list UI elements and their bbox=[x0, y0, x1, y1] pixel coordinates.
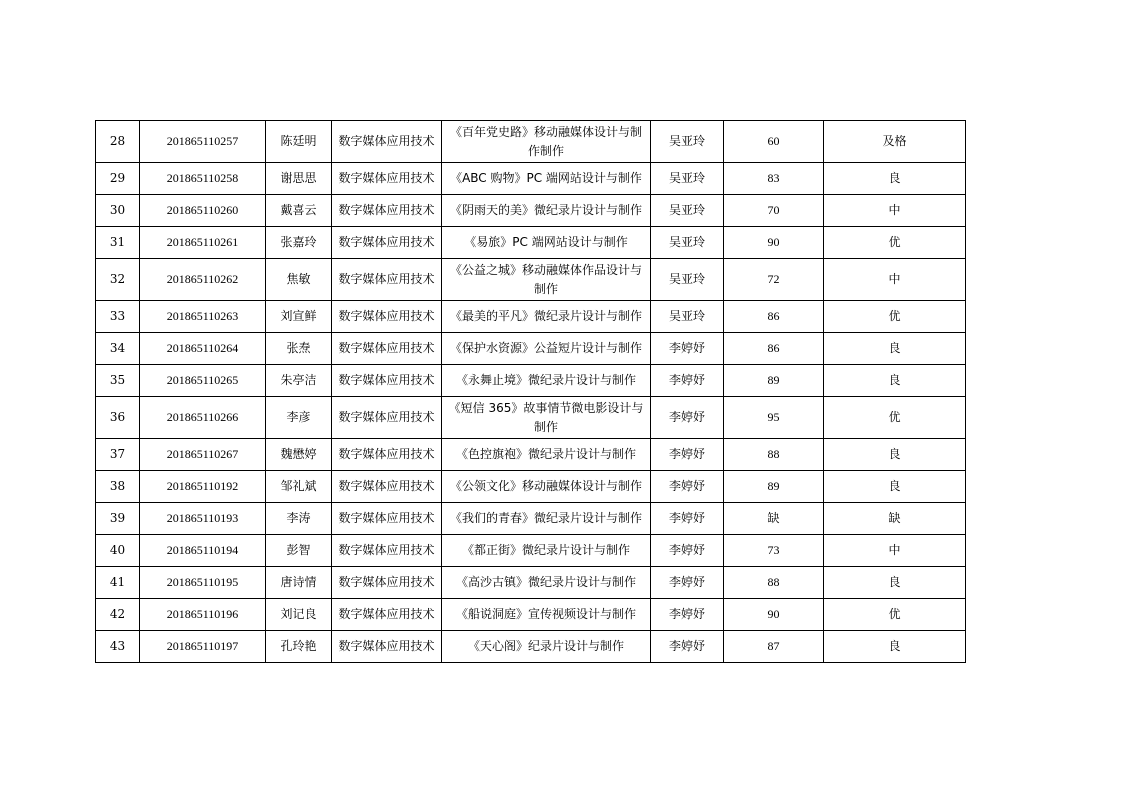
student-name-cell: 谢思思 bbox=[266, 163, 332, 195]
table-row bbox=[96, 195, 966, 227]
row-number-cell: 33 bbox=[96, 301, 140, 333]
score-cell: 89 bbox=[724, 471, 824, 503]
advisor-cell: 吴亚玲 bbox=[651, 195, 724, 227]
table-row bbox=[96, 503, 966, 535]
grade-level-cell: 中 bbox=[824, 259, 966, 301]
advisor-cell: 李婷妤 bbox=[651, 535, 724, 567]
project-topic-cell: 《短信 365》故事情节微电影设计与制作 bbox=[442, 397, 651, 439]
student-id-cell: 201865110193 bbox=[140, 503, 266, 535]
grade-level-cell: 缺 bbox=[824, 503, 966, 535]
row-number-cell: 35 bbox=[96, 365, 140, 397]
row-number-cell: 39 bbox=[96, 503, 140, 535]
table-row bbox=[96, 121, 966, 163]
advisor-cell: 李婷妤 bbox=[651, 567, 724, 599]
major-cell: 数字媒体应用技术 bbox=[332, 503, 442, 535]
student-name-cell: 焦敏 bbox=[266, 259, 332, 301]
student-name-cell: 李涛 bbox=[266, 503, 332, 535]
row-number-cell: 42 bbox=[96, 599, 140, 631]
table-row bbox=[96, 599, 966, 631]
project-topic-cell: 《船说洞庭》宣传视频设计与制作 bbox=[442, 599, 651, 631]
grade-level-cell: 优 bbox=[824, 227, 966, 259]
advisor-cell: 李婷妤 bbox=[651, 333, 724, 365]
row-number-cell: 31 bbox=[96, 227, 140, 259]
score-cell: 89 bbox=[724, 365, 824, 397]
project-topic-cell: 《阴雨天的美》微纪录片设计与制作 bbox=[442, 195, 651, 227]
project-topic-cell: 《天心阁》纪录片设计与制作 bbox=[442, 631, 651, 663]
advisor-cell: 吴亚玲 bbox=[651, 301, 724, 333]
project-topic-cell: 《易旅》PC 端网站设计与制作 bbox=[442, 227, 651, 259]
major-cell: 数字媒体应用技术 bbox=[332, 333, 442, 365]
project-topic-cell: 《我们的青春》微纪录片设计与制作 bbox=[442, 503, 651, 535]
student-name-cell: 朱亭洁 bbox=[266, 365, 332, 397]
grade-level-cell: 良 bbox=[824, 471, 966, 503]
advisor-cell: 李婷妤 bbox=[651, 631, 724, 663]
student-id-cell: 201865110264 bbox=[140, 333, 266, 365]
student-id-cell: 201865110257 bbox=[140, 121, 266, 163]
table-row bbox=[96, 567, 966, 599]
row-number-cell: 40 bbox=[96, 535, 140, 567]
score-cell: 73 bbox=[724, 535, 824, 567]
advisor-cell: 吴亚玲 bbox=[651, 259, 724, 301]
row-number-cell: 41 bbox=[96, 567, 140, 599]
row-number-cell: 30 bbox=[96, 195, 140, 227]
major-cell: 数字媒体应用技术 bbox=[332, 301, 442, 333]
student-id-cell: 201865110194 bbox=[140, 535, 266, 567]
table-row bbox=[96, 333, 966, 365]
score-cell: 95 bbox=[724, 397, 824, 439]
student-name-cell: 刘记良 bbox=[266, 599, 332, 631]
row-number-cell: 37 bbox=[96, 439, 140, 471]
major-cell: 数字媒体应用技术 bbox=[332, 471, 442, 503]
advisor-cell: 吴亚玲 bbox=[651, 121, 724, 163]
project-topic-cell: 《永舞止境》微纪录片设计与制作 bbox=[442, 365, 651, 397]
student-id-cell: 201865110192 bbox=[140, 471, 266, 503]
major-cell: 数字媒体应用技术 bbox=[332, 259, 442, 301]
project-topic-cell: 《都正街》微纪录片设计与制作 bbox=[442, 535, 651, 567]
grade-level-cell: 良 bbox=[824, 631, 966, 663]
student-name-cell: 邹礼斌 bbox=[266, 471, 332, 503]
major-cell: 数字媒体应用技术 bbox=[332, 439, 442, 471]
grade-level-cell: 优 bbox=[824, 599, 966, 631]
score-cell: 86 bbox=[724, 333, 824, 365]
student-id-cell: 201865110195 bbox=[140, 567, 266, 599]
student-id-cell: 201865110266 bbox=[140, 397, 266, 439]
advisor-cell: 李婷妤 bbox=[651, 365, 724, 397]
row-number-cell: 43 bbox=[96, 631, 140, 663]
grade-level-cell: 良 bbox=[824, 365, 966, 397]
table-row bbox=[96, 365, 966, 397]
student-id-cell: 201865110260 bbox=[140, 195, 266, 227]
project-topic-cell: 《公领文化》移动融媒体设计与制作 bbox=[442, 471, 651, 503]
major-cell: 数字媒体应用技术 bbox=[332, 227, 442, 259]
grade-level-cell: 良 bbox=[824, 439, 966, 471]
grade-level-cell: 良 bbox=[824, 567, 966, 599]
table-row bbox=[96, 471, 966, 503]
score-cell: 90 bbox=[724, 599, 824, 631]
advisor-cell: 吴亚玲 bbox=[651, 227, 724, 259]
row-number-cell: 29 bbox=[96, 163, 140, 195]
table-row bbox=[96, 227, 966, 259]
major-cell: 数字媒体应用技术 bbox=[332, 365, 442, 397]
score-cell: 83 bbox=[724, 163, 824, 195]
row-number-cell: 34 bbox=[96, 333, 140, 365]
project-topic-cell: 《最美的平凡》微纪录片设计与制作 bbox=[442, 301, 651, 333]
major-cell: 数字媒体应用技术 bbox=[332, 195, 442, 227]
row-number-cell: 28 bbox=[96, 121, 140, 163]
score-cell: 72 bbox=[724, 259, 824, 301]
advisor-cell: 李婷妤 bbox=[651, 471, 724, 503]
grade-level-cell: 良 bbox=[824, 163, 966, 195]
student-name-cell: 彭智 bbox=[266, 535, 332, 567]
row-number-cell: 32 bbox=[96, 259, 140, 301]
score-cell: 70 bbox=[724, 195, 824, 227]
advisor-cell: 李婷妤 bbox=[651, 503, 724, 535]
student-name-cell: 孔玲艳 bbox=[266, 631, 332, 663]
project-topic-cell: 《色控旗袍》微纪录片设计与制作 bbox=[442, 439, 651, 471]
student-id-cell: 201865110258 bbox=[140, 163, 266, 195]
grade-level-cell: 中 bbox=[824, 195, 966, 227]
score-cell: 86 bbox=[724, 301, 824, 333]
project-topic-cell: 《ABC 购物》PC 端网站设计与制作 bbox=[442, 163, 651, 195]
grade-level-cell: 及格 bbox=[824, 121, 966, 163]
project-topic-cell: 《高沙古镇》微纪录片设计与制作 bbox=[442, 567, 651, 599]
student-id-cell: 201865110263 bbox=[140, 301, 266, 333]
student-id-cell: 201865110196 bbox=[140, 599, 266, 631]
table-row bbox=[96, 163, 966, 195]
row-number-cell: 36 bbox=[96, 397, 140, 439]
student-name-cell: 张焘 bbox=[266, 333, 332, 365]
grades-table bbox=[95, 120, 966, 663]
score-cell: 88 bbox=[724, 567, 824, 599]
score-cell: 60 bbox=[724, 121, 824, 163]
major-cell: 数字媒体应用技术 bbox=[332, 599, 442, 631]
grade-level-cell: 优 bbox=[824, 397, 966, 439]
score-cell: 88 bbox=[724, 439, 824, 471]
score-cell: 90 bbox=[724, 227, 824, 259]
student-id-cell: 201865110267 bbox=[140, 439, 266, 471]
major-cell: 数字媒体应用技术 bbox=[332, 535, 442, 567]
project-topic-cell: 《公益之城》移动融媒体作品设计与制作 bbox=[442, 259, 651, 301]
major-cell: 数字媒体应用技术 bbox=[332, 567, 442, 599]
grade-level-cell: 优 bbox=[824, 301, 966, 333]
major-cell: 数字媒体应用技术 bbox=[332, 163, 442, 195]
student-name-cell: 魏懋婷 bbox=[266, 439, 332, 471]
table-row bbox=[96, 259, 966, 301]
student-name-cell: 唐诗情 bbox=[266, 567, 332, 599]
grades-table-body bbox=[96, 121, 966, 663]
grade-level-cell: 良 bbox=[824, 333, 966, 365]
student-name-cell: 刘宣鲜 bbox=[266, 301, 332, 333]
advisor-cell: 吴亚玲 bbox=[651, 163, 724, 195]
student-name-cell: 戴喜云 bbox=[266, 195, 332, 227]
major-cell: 数字媒体应用技术 bbox=[332, 121, 442, 163]
student-id-cell: 201865110265 bbox=[140, 365, 266, 397]
student-id-cell: 201865110262 bbox=[140, 259, 266, 301]
advisor-cell: 李婷妤 bbox=[651, 439, 724, 471]
score-cell: 87 bbox=[724, 631, 824, 663]
advisor-cell: 李婷妤 bbox=[651, 599, 724, 631]
project-topic-cell: 《百年党史路》移动融媒体设计与制作制作 bbox=[442, 121, 651, 163]
table-row bbox=[96, 397, 966, 439]
advisor-cell: 李婷妤 bbox=[651, 397, 724, 439]
row-number-cell: 38 bbox=[96, 471, 140, 503]
table-row bbox=[96, 631, 966, 663]
student-id-cell: 201865110197 bbox=[140, 631, 266, 663]
student-name-cell: 张嘉玲 bbox=[266, 227, 332, 259]
student-name-cell: 李彦 bbox=[266, 397, 332, 439]
major-cell: 数字媒体应用技术 bbox=[332, 397, 442, 439]
table-row bbox=[96, 301, 966, 333]
table-row bbox=[96, 535, 966, 567]
table-row bbox=[96, 439, 966, 471]
student-id-cell: 201865110261 bbox=[140, 227, 266, 259]
score-cell: 缺 bbox=[724, 503, 824, 535]
major-cell: 数字媒体应用技术 bbox=[332, 631, 442, 663]
project-topic-cell: 《保护水资源》公益短片设计与制作 bbox=[442, 333, 651, 365]
student-name-cell: 陈廷明 bbox=[266, 121, 332, 163]
grade-level-cell: 中 bbox=[824, 535, 966, 567]
